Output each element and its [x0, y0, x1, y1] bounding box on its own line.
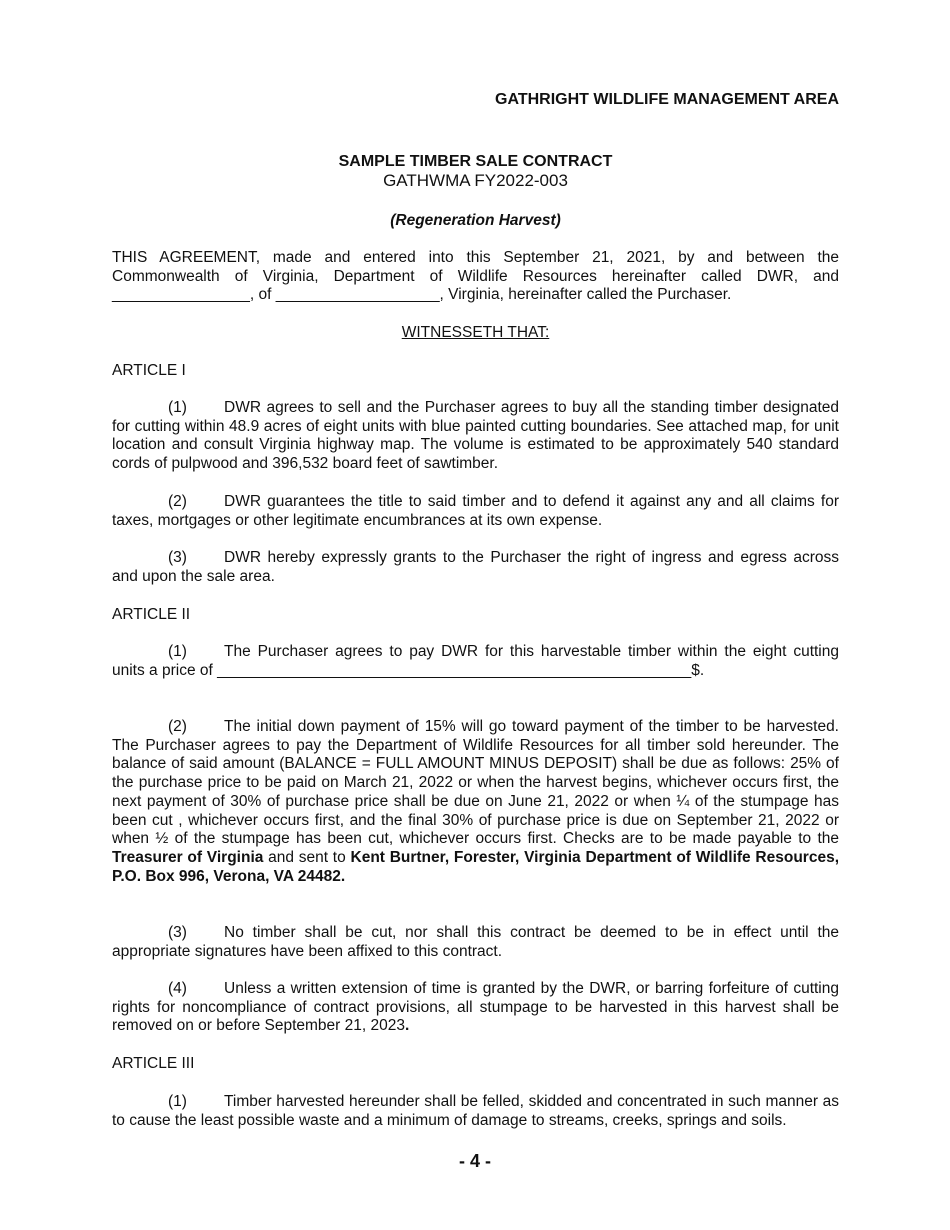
payee-name: Treasurer of Virginia: [112, 848, 264, 866]
area-title: GATHRIGHT WILDLIFE MANAGEMENT AREA: [495, 91, 839, 108]
clause-number: (2): [168, 493, 187, 510]
article-3-clause-1: [112, 1093, 839, 1130]
agreement-paragraph: THIS AGREEMENT, made and entered into this September 21, 2021, by and between the Commonwealth of Virginia, Department of Wildlife Resources hereinafter called DWR, and ________________, of ___________________, Virginia, hereinafter called the Purchaser.: [112, 249, 839, 304]
clause-number: (1): [168, 399, 187, 416]
clause-number: (1): [168, 1093, 187, 1110]
article-2-clause-3: [112, 924, 839, 961]
page-number: - 4 -: [458, 1151, 491, 1171]
clause-text: DWR guarantees the title to said timber and to defend it against any and all claims for taxes, mortgages or other legitimate encumbrances at its own expense.: [112, 493, 839, 529]
clause-text: The Purchaser agrees to pay DWR for this harvestable timber within the eight cutting units a price of _______________________________________________________$.: [112, 643, 839, 679]
clause-number: (2): [168, 718, 187, 735]
article-1-clause-3: [112, 549, 839, 586]
clause-number: (3): [168, 549, 187, 566]
title-block: [112, 153, 839, 190]
harvest-type: (Regeneration Harvest): [390, 212, 561, 229]
clause-number: (1): [168, 643, 187, 660]
clause-text: No timber shall be cut, nor shall this contract be deemed to be in effect until the appropriate signatures have been affixed to this contract.: [112, 924, 839, 960]
article-2-clause-4: [112, 980, 839, 1036]
article-1-clause-1: [112, 399, 839, 474]
clause-text: Unless a written extension of time is granted by the DWR, or barring forfeiture of cutting rights for noncompliance of contract provisions, all stumpage to be harvested in this harvest shall be removed on or before September 21, 2023: [112, 980, 839, 1035]
clause-end-period: .: [404, 1017, 410, 1035]
clause-text: DWR agrees to sell and the Purchaser agrees to buy all the standing timber designated for cutting within 48.9 acres of eight units with blue painted cutting boundaries. See attached map, for unit location and consult Virginia highway map. The volume is estimated to be approximately 540 standard cords of pulpwood and 396,532 board feet of sawtimber.: [112, 399, 839, 473]
mailing-address: Kent Burtner, Forester, Virginia Department of Wildlife Resources, P.O. Box 996, Verona, VA 24482.: [112, 848, 840, 885]
article-2-clause-2: [112, 718, 839, 886]
article-1-clause-2: [112, 493, 839, 530]
article-3-heading: ARTICLE III: [112, 1055, 195, 1072]
clause-text: Timber harvested hereunder shall be felled, skidded and concentrated in such manner as to cause the least possible waste and a minimum of damage to streams, creeks, springs and soils.: [112, 1093, 839, 1129]
clause-number: (4): [168, 980, 187, 997]
clause-text: DWR hereby expressly grants to the Purchaser the right of ingress and egress across and upon the sale area.: [112, 549, 839, 585]
contract-id: GATHWMA FY2022-003: [383, 170, 568, 190]
article-2-clause-1: [112, 643, 839, 680]
article-2-heading: ARTICLE II: [112, 606, 191, 623]
clause-text-mid: and sent to: [263, 848, 351, 866]
contract-title: SAMPLE TIMBER SALE CONTRACT: [338, 153, 613, 170]
witnesseth-heading: WITNESSETH THAT:: [401, 324, 550, 341]
clause-text: The initial down payment of 15% will go toward payment of the timber to be harvested. The Purchaser agrees to pay the Department of Wildlife Resources for all timber sold hereunder. The balance of said amount (BALANCE = FULL AMOUNT MINUS DEPOSIT) shall be due as follows: 25% of the purchase price to be paid on March 21, 2022 or when the harvest begins, whichever occurs first, the next payment of 30% of purchase price shall be due on June 21, 2022 or when ¼ of the stumpage has been cut , whichever occurs first, and the final 30% of purchase price is due on September 21, 2022 or when ½ of the stumpage has been cut, whichever occurs first. Checks are to be made payable to the: [112, 718, 839, 848]
clause-number: (3): [168, 924, 187, 941]
article-1-heading: ARTICLE I: [112, 362, 186, 379]
